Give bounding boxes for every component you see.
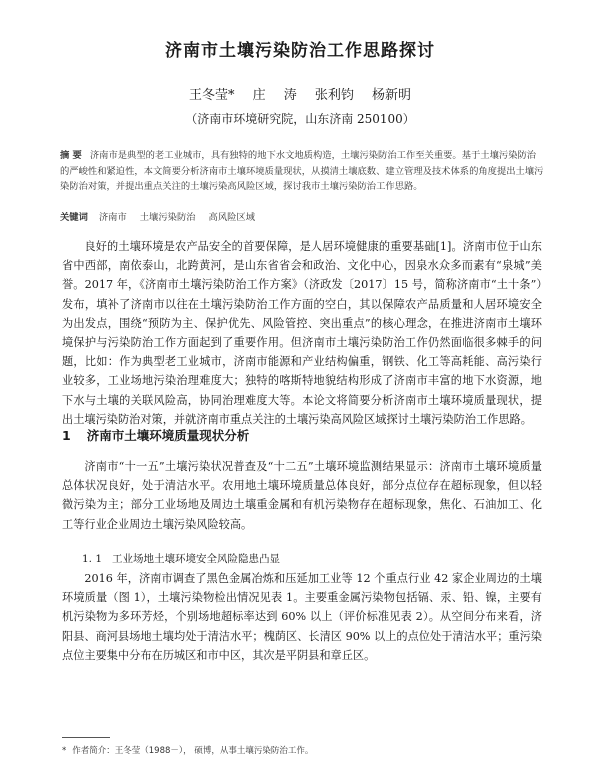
author-list: 王冬莹* 庄 涛 张利钧 杨新明 bbox=[188, 88, 412, 103]
section-paragraph: 济南市“十一五”土壤污染状况普查及“十二五”土壤环境监测结果显示：济南市土壤环境质量总体状况良好，处于清洁水平。农用地土壤环境质量总体良好，部分点位存在超标现象，但以轻微污染为主；部分工业场地及周边土壤重金属和有机污染物存在超标现象，焦化、石油加工、化工等行业企业周边土壤污染风险较高。 bbox=[62, 460, 542, 531]
subsection-number: 1. 1 bbox=[82, 553, 103, 565]
abstract-text: 济南市是典型的老工业城市，具有独特的地下水文地质构造，土壤污染防治工作至关重要。基于土壤污染防治的严峻性和紧迫性，本文简要分析济南市土壤环境质量现状，从摸清土壤底数、建立管理及技术体系的角度提出土壤污染防治对策，并提出重点关注的土壤污染高风险区域，探讨我市土壤污染防治工作思路。 bbox=[60, 150, 544, 192]
section-number: 1 bbox=[62, 428, 71, 443]
keyword: 土壤污染防治 bbox=[139, 212, 196, 223]
section-title: 济南市土壤环境质量现状分析 bbox=[86, 428, 250, 443]
affiliation: （济南市环境研究院，山东济南 250100） bbox=[185, 112, 415, 126]
paper-title: 济南市土壤污染防治工作思路探讨 bbox=[165, 41, 435, 61]
abstract bbox=[60, 148, 544, 195]
abstract-label: 摘 要 bbox=[60, 150, 82, 161]
footnote-rule bbox=[62, 737, 110, 738]
keywords-label: 关键词 bbox=[60, 212, 88, 223]
subsection-title: 工业场地土壤环境安全风险隐患凸显 bbox=[112, 553, 281, 565]
intro-paragraph: 良好的土壤环境是农产品安全的首要保障，是人居环境健康的重要基础[1]。济南市位于山东省中西部，南依泰山，北跨黄河，是山东省省会和政治、文化中心，因泉水众多而素有“泉城”美誉。2017 年，《济南市土壤污染防治工作方案》（济政发〔2017〕15 号，简称济南市“土十条”）发布，填补了济南市以往在土壤污染防治工作方面的空白，其以保障农产品质量和人居环境安全为出发点，围绕“预防为主、保护优先、风险管控、突出重点”的核心理念，在推进济南市土壤环境保护与污染防治工作方面起到了重要作用。但济南市土壤污染防治工作仍然面临很多棘手的问题，比如：作为典型老工业城市，济南市能源和产业结构偏重，钢铁、化工等高耗能、高污染行业较多，工业场地污染治理难度大；独特的喀斯特地貌结构形成了济南市丰富的地下水资源，地下水与土壤的关联风险高，协同治理难度大等。本论文将简要分析济南市土壤环境质量现状，提出土壤污染防治对策，并就济南市重点关注的土壤污染高风险区域探讨土壤污染防治工作思路。 bbox=[62, 240, 542, 426]
footnote-text: 作者简介：王冬莹（1988－）， 硕博，从事土壤污染防治工作。 bbox=[72, 746, 314, 756]
keyword: 济南市 bbox=[98, 212, 127, 223]
section-heading bbox=[62, 426, 249, 444]
footnote bbox=[62, 744, 313, 756]
keyword: 高风险区域 bbox=[208, 212, 256, 223]
subsection-heading bbox=[82, 551, 280, 566]
subsection-paragraph: 2016 年，济南市调查了黑色金属冶炼和压延加工业等 12 个重点行业 42 家企业周边的土壤环境质量（图 1），土壤污染物检出情况见表 1。主要重金属污染物包括镉、汞、铅、镍，主要有机污染物为多环芳烃，个别场地超标率达到 60% 以上（评价标准见表 2）。从空间分布来看，济阳县、商河县场地土壤均处于清洁水平；槐荫区、长清区 90% 以上的点位处于清洁水平；重污染点位主要集中分布在历城区和市中区，其次是平阴县和章丘区。 bbox=[62, 572, 542, 662]
keywords bbox=[60, 209, 544, 223]
footnote-mark: * bbox=[62, 746, 67, 756]
